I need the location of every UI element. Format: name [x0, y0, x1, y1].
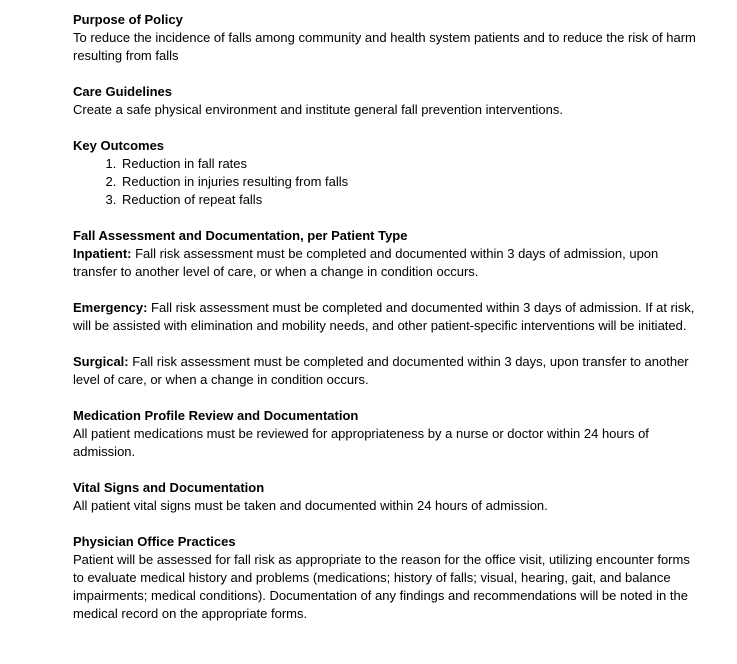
key-outcomes-heading: Key Outcomes — [73, 138, 165, 153]
inpatient-paragraph — [73, 245, 697, 281]
key-outcomes-section — [73, 137, 697, 209]
emergency-section — [73, 299, 697, 335]
emergency-paragraph — [73, 299, 697, 335]
medication-heading: Medication Profile Review and Documentation — [73, 408, 359, 423]
vital-signs-section — [73, 479, 697, 515]
surgical-paragraph — [73, 353, 697, 389]
surgical-text: Fall risk assessment must be completed and documented within 3 days, upon transfer to another level of care, or when a change in condition occurs. — [73, 354, 689, 387]
list-item: 1. Reduction in fall rates — [120, 155, 697, 173]
key-outcomes-list — [73, 155, 697, 209]
emergency-label: Emergency: — [73, 300, 148, 315]
vital-signs-heading: Vital Signs and Documentation — [73, 480, 265, 495]
fall-assessment-heading: Fall Assessment and Documentation, per Patient Type — [73, 228, 408, 243]
inpatient-label: Inpatient: — [73, 246, 132, 261]
fall-assessment-section — [73, 227, 697, 281]
physician-section — [73, 533, 697, 623]
list-item: 3. Reduction of repeat falls — [120, 191, 697, 209]
emergency-text: Fall risk assessment must be completed and documented within 3 days of admission. If at risk, will be assisted with elimination and mobility needs, and other patient-specific interventions will be initiated. — [73, 300, 695, 333]
inpatient-text: Fall risk assessment must be completed and documented within 3 days of admission, upon transfer to another level of care, or when a change in condition occurs. — [73, 246, 659, 279]
surgical-section — [73, 353, 697, 389]
care-guidelines-heading: Care Guidelines — [73, 84, 172, 99]
purpose-heading: Purpose of Policy — [73, 12, 183, 27]
list-item: 2. Reduction in injuries resulting from falls — [120, 173, 697, 191]
surgical-label: Surgical: — [73, 354, 129, 369]
purpose-section — [73, 11, 697, 65]
care-guidelines-section — [73, 83, 697, 119]
physician-heading: Physician Office Practices — [73, 534, 236, 549]
medication-text: All patient medications must be reviewed for appropriateness by a nurse or doctor within 24 hours of admission. — [73, 426, 649, 459]
vital-signs-text: All patient vital signs must be taken and documented within 24 hours of admission. — [73, 498, 548, 513]
physician-text: Patient will be assessed for fall risk as appropriate to the reason for the office visit, utilizing encounter forms to evaluate medical history and problems (medications; history of falls; visual, hearing, gait, and balance impairments; medical conditions). Documentation of any findings and recommendations will be noted in the medical record on the appropriate forms. — [73, 552, 690, 621]
care-guidelines-text: Create a safe physical environment and institute general fall prevention interventions. — [73, 102, 563, 117]
medication-section — [73, 407, 697, 461]
purpose-text: To reduce the incidence of falls among community and health system patients and to reduce the risk of harm resulting from falls — [73, 30, 696, 63]
